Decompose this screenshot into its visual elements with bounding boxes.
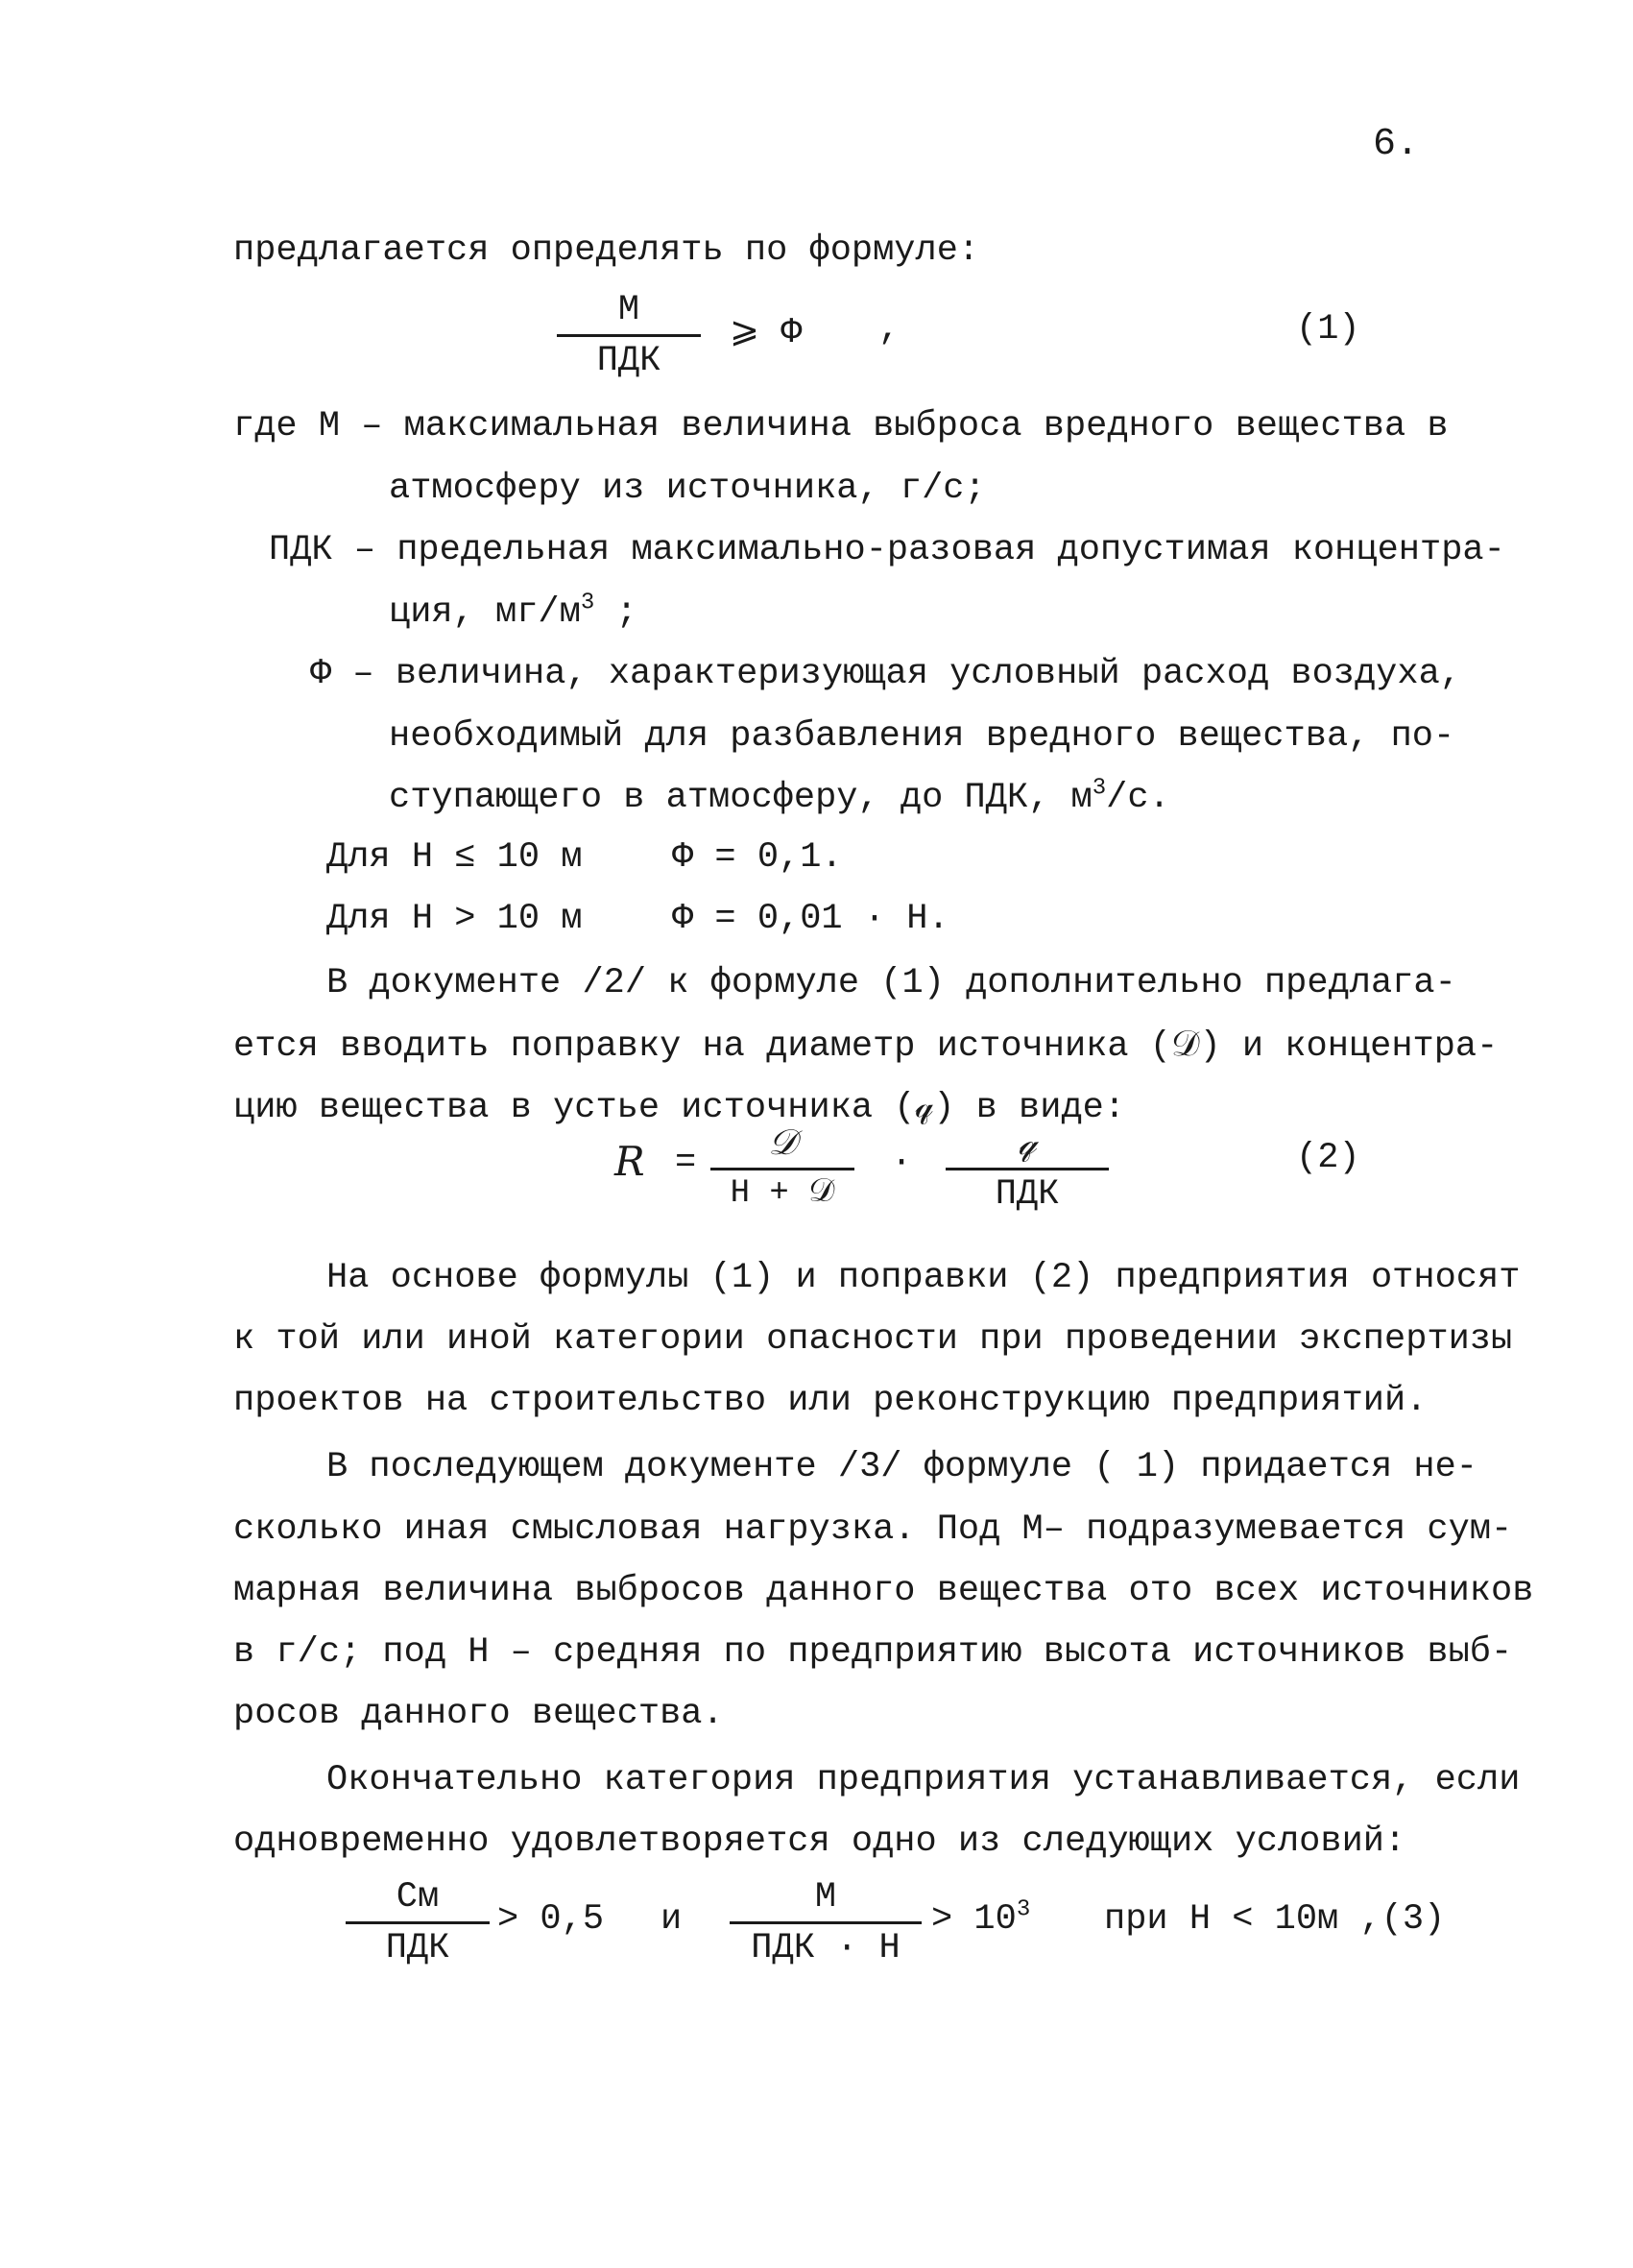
pdk-units-text: ция, мг/м xyxy=(389,592,581,633)
definition-pdk-line1: ПДК – предельная максимально-разовая допустимая концентра- xyxy=(269,530,1505,570)
formula-1-label: (1) xyxy=(1296,309,1360,350)
phi-units-end: /с. xyxy=(1106,778,1170,818)
basis-line1: На основе формулы (1) и поправки (2) предприятия относят xyxy=(326,1258,1521,1298)
formula-3-frac1-numerator: См xyxy=(396,1877,440,1918)
fraction-bar xyxy=(730,1921,922,1924)
formula-2-dot: · xyxy=(891,1143,913,1183)
formula-3-fraction-2 xyxy=(730,1877,922,1968)
case-2-condition: Для Н > 10 м xyxy=(326,899,583,939)
formula-2-frac2-numerator: 𝓆 xyxy=(1018,1122,1037,1163)
formula-2-lhs: R xyxy=(614,1138,645,1185)
definition-m-line1: где М – максимальная величина выброса вредного вещества в xyxy=(233,406,1449,446)
formula-3-fraction-1 xyxy=(346,1877,490,1968)
intro-line: предлагается определять по формуле: xyxy=(233,230,980,271)
formula-2-frac1-numerator: 𝒟 xyxy=(768,1122,797,1163)
formula-3-frac1-denominator: ПДК xyxy=(385,1928,450,1968)
formula-3-and: и xyxy=(660,1899,683,1940)
formula-3-relation-1: > 0,5 xyxy=(497,1899,605,1940)
fraction-bar xyxy=(710,1168,854,1170)
formula-2-fraction-1 xyxy=(710,1122,854,1212)
basis-line2: к той или иной категории опасности при проведении экспертизы xyxy=(233,1319,1513,1360)
pdk-units-end: ; xyxy=(594,592,637,633)
doc3-line2: сколько иная смысловая нагрузка. Под М– подразумевается сум- xyxy=(233,1509,1513,1550)
final-line2: одновременно удовлетворяется одно из следующих условий: xyxy=(233,1822,1406,1862)
pdk-units-sup: 3 xyxy=(580,590,595,616)
phi-units-sup: 3 xyxy=(1092,775,1107,802)
formula-1-comma: , xyxy=(878,309,901,350)
page-number: 6. xyxy=(1373,123,1420,166)
formula-2-frac1-denominator: Н + 𝒟 xyxy=(730,1175,835,1212)
case-1-value: Ф = 0,1. xyxy=(672,837,843,878)
final-line1: Окончательно категория предприятия устанавливается, если xyxy=(326,1760,1521,1800)
formula-1-relation: ⩾ Ф xyxy=(730,313,803,353)
doc3-line1: В последующем документе /3/ формуле ( 1) придается не- xyxy=(326,1447,1477,1487)
definition-pdk-line2 xyxy=(389,592,637,633)
formula-3-rel2-base: > 10 xyxy=(931,1899,1017,1940)
fraction-bar xyxy=(946,1168,1109,1170)
formula-1-numerator: М xyxy=(617,290,640,330)
formula-3-rel2-sup: 3 xyxy=(1016,1896,1031,1923)
formula-3-relation-2 xyxy=(931,1896,1031,1940)
doc3-line5: росов данного вещества. xyxy=(233,1694,724,1734)
doc2-line2: ется вводить поправку на диаметр источника (𝒟) и концентра- xyxy=(233,1026,1499,1067)
definition-m-line2: атмосферу из источника, г/с; xyxy=(389,469,986,509)
formula-3-condition: при Н < 10м ,(3) xyxy=(1104,1899,1446,1940)
definition-phi-line2: необходимый для разбавления вредного вещества, по- xyxy=(389,716,1455,757)
formula-1-fraction xyxy=(557,290,701,381)
case-1-condition: Для Н ≤ 10 м xyxy=(326,837,583,878)
fraction-bar xyxy=(557,334,701,337)
doc3-line3: марная величина выбросов данного вещества ото всех источников xyxy=(233,1571,1534,1611)
formula-1-denominator: ПДК xyxy=(596,341,661,381)
basis-line3: проектов на строительство или реконструкцию предприятий. xyxy=(233,1381,1428,1421)
doc3-line4: в г/с; под Н – средняя по предприятию высота источников выб- xyxy=(233,1632,1513,1673)
fraction-bar xyxy=(346,1921,490,1924)
formula-3-frac2-numerator: М xyxy=(814,1877,837,1918)
phi-units-text: ступающего в атмосферу, до ПДК, м xyxy=(389,778,1093,818)
definition-phi-line3 xyxy=(389,775,1170,818)
case-2-value: Ф = 0,01 · Н. xyxy=(672,899,949,939)
formula-2-equals: = xyxy=(675,1143,697,1183)
formula-2-label: (2) xyxy=(1296,1138,1360,1178)
formula-2-frac2-denominator: ПДК xyxy=(995,1174,1060,1215)
definition-phi-line1: Ф – величина, характеризующая условный расход воздуха, xyxy=(310,654,1461,694)
doc2-line3: цию вещества в устье источника (𝓆) в виде: xyxy=(233,1088,1126,1128)
formula-3-frac2-denominator: ПДК · Н xyxy=(751,1928,901,1968)
formula-2-fraction-2 xyxy=(946,1122,1109,1215)
doc2-line1: В документе /2/ к формуле (1) дополнительно предлага- xyxy=(326,963,1456,1003)
